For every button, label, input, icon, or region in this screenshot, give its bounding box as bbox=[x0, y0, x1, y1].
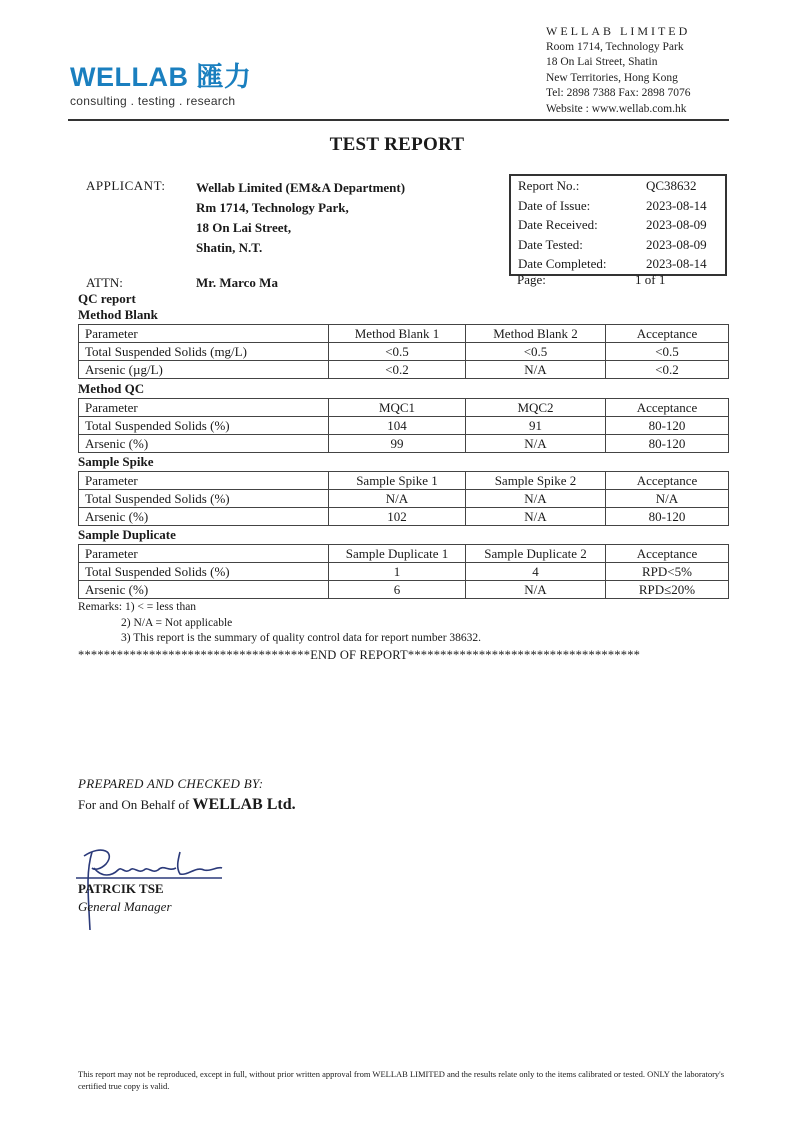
table-cell: 6 bbox=[329, 581, 466, 599]
table-row bbox=[79, 435, 729, 453]
table-cell: Arsenic (µg/L) bbox=[79, 361, 329, 379]
table-row bbox=[79, 563, 729, 581]
table-row bbox=[79, 490, 729, 508]
section-title-method-blank: Method Blank bbox=[78, 307, 158, 322]
column-header: Method Blank 2 bbox=[466, 325, 606, 343]
report-info-value: 2023-08-09 bbox=[646, 217, 707, 232]
company-website: Website : www.wellab.com.hk bbox=[546, 102, 687, 115]
company-address-block bbox=[546, 24, 691, 117]
column-header: Sample Spike 2 bbox=[466, 472, 606, 490]
remarks-block bbox=[78, 600, 481, 647]
signer-name: PATRCIK TSE bbox=[78, 881, 164, 896]
page-number: 1 of 1 bbox=[635, 272, 666, 287]
table-cell: 80-120 bbox=[606, 417, 729, 435]
table-cell: Total Suspended Solids (%) bbox=[79, 563, 329, 581]
column-header: Sample Duplicate 2 bbox=[466, 545, 606, 563]
table-row bbox=[79, 581, 729, 599]
column-header: Parameter bbox=[79, 472, 329, 490]
report-info-key: Date Completed: bbox=[518, 256, 607, 271]
table-cell: <0.5 bbox=[606, 343, 729, 361]
column-header: Acceptance bbox=[606, 325, 729, 343]
qc-report-label: QC report bbox=[78, 291, 136, 306]
table-cell: N/A bbox=[606, 490, 729, 508]
column-header: Parameter bbox=[79, 399, 329, 417]
section-title-sample-duplicate: Sample Duplicate bbox=[78, 527, 176, 542]
table-header-row bbox=[79, 472, 729, 490]
report-info-row bbox=[511, 254, 725, 274]
report-info-value: 2023-08-14 bbox=[646, 256, 707, 271]
table-cell: 91 bbox=[466, 417, 606, 435]
report-info-value: 2023-08-09 bbox=[646, 236, 707, 252]
remark-line: Remarks: 1) < = less than bbox=[78, 601, 197, 613]
column-header: Acceptance bbox=[606, 399, 729, 417]
applicant-line: Rm 1714, Technology Park, bbox=[196, 200, 349, 215]
on-behalf-company: WELLAB Ltd. bbox=[192, 796, 296, 813]
page-indicator bbox=[517, 272, 727, 288]
company-address-line: New Territories, Hong Kong bbox=[546, 71, 678, 84]
section-title-method-qc: Method QC bbox=[78, 381, 145, 396]
table-header-row bbox=[79, 399, 729, 417]
table-cell: Arsenic (%) bbox=[79, 508, 329, 526]
column-header: MQC2 bbox=[466, 399, 606, 417]
applicant-line: Shatin, N.T. bbox=[196, 240, 263, 255]
company-logo bbox=[70, 62, 251, 108]
table-method-qc bbox=[78, 398, 729, 453]
column-header: Sample Spike 1 bbox=[329, 472, 466, 490]
table-cell: N/A bbox=[466, 435, 606, 453]
page-label: Page: bbox=[517, 272, 546, 287]
report-info-box bbox=[509, 174, 727, 276]
report-info-key: Date Tested: bbox=[518, 236, 583, 252]
remark-line: 3) This report is the summary of quality control data for report number 38632. bbox=[121, 632, 482, 644]
table-cell: <0.5 bbox=[466, 343, 606, 361]
table-cell: N/A bbox=[329, 490, 466, 508]
table-cell: <0.5 bbox=[329, 343, 466, 361]
attn-label: ATTN: bbox=[86, 275, 123, 290]
end-of-report-line: ************************************END OF REPORT************************************ bbox=[78, 648, 641, 662]
table-cell: RPD≤20% bbox=[606, 581, 729, 599]
table-cell: 80-120 bbox=[606, 435, 729, 453]
applicant-line: Wellab Limited (EM&A Department) bbox=[196, 180, 406, 195]
column-header: MQC1 bbox=[329, 399, 466, 417]
report-info-row bbox=[511, 235, 725, 255]
company-name: WELLAB LIMITED bbox=[546, 24, 691, 38]
table-row bbox=[79, 361, 729, 379]
table-cell: Arsenic (%) bbox=[79, 435, 329, 453]
table-row bbox=[79, 508, 729, 526]
header-divider bbox=[68, 119, 729, 121]
company-address-line: 18 On Lai Street, Shatin bbox=[546, 56, 658, 68]
applicant-line: 18 On Lai Street, bbox=[196, 220, 292, 235]
attn-name: Mr. Marco Ma bbox=[196, 275, 278, 290]
table-cell: 80-120 bbox=[606, 508, 729, 526]
table-cell: RPD<5% bbox=[606, 563, 729, 581]
section-title-sample-spike: Sample Spike bbox=[78, 454, 154, 469]
table-cell: 1 bbox=[329, 563, 466, 581]
table-cell: N/A bbox=[466, 508, 606, 526]
column-header: Acceptance bbox=[606, 545, 729, 563]
table-sample-duplicate bbox=[78, 544, 729, 599]
table-sample-spike bbox=[78, 471, 729, 526]
column-header: Acceptance bbox=[606, 472, 729, 490]
table-row bbox=[79, 417, 729, 435]
table-method-blank bbox=[78, 324, 729, 379]
table-cell: 99 bbox=[329, 435, 466, 453]
table-cell: Arsenic (%) bbox=[79, 581, 329, 599]
logo-text: WELLAB 匯力 bbox=[70, 62, 252, 92]
column-header: Method Blank 1 bbox=[329, 325, 466, 343]
remark-line: 2) N/A = Not applicable bbox=[121, 616, 233, 629]
table-cell: N/A bbox=[466, 490, 606, 508]
table-cell: <0.2 bbox=[329, 361, 466, 379]
applicant-address bbox=[196, 178, 405, 258]
table-cell: 102 bbox=[329, 508, 466, 526]
table-cell: Total Suspended Solids (%) bbox=[79, 417, 329, 435]
table-header-row bbox=[79, 325, 729, 343]
footer-disclaimer: This report may not be reproduced, except in full, without prior written approval from WELLAB LIMITED and the results relate only to the items calibrated or tested. ONLY the laboratory's certified true copy is valid. bbox=[78, 1069, 725, 1091]
report-info-row bbox=[511, 196, 725, 216]
report-info-key: Report No.: bbox=[518, 178, 580, 193]
table-cell: 104 bbox=[329, 417, 466, 435]
report-info-key: Date of Issue: bbox=[518, 197, 591, 213]
prepared-by-label: PREPARED AND CHECKED BY: bbox=[78, 776, 264, 791]
column-header: Parameter bbox=[79, 545, 329, 563]
table-cell: Total Suspended Solids (mg/L) bbox=[79, 343, 329, 361]
column-header: Sample Duplicate 1 bbox=[329, 545, 466, 563]
table-cell: 4 bbox=[466, 563, 606, 581]
report-info-row bbox=[511, 176, 725, 196]
company-phone: Tel: 2898 7388 Fax: 2898 7076 bbox=[546, 87, 691, 99]
report-info-value: 2023-08-14 bbox=[646, 197, 707, 213]
report-info-key: Date Received: bbox=[518, 217, 598, 232]
on-behalf-prefix: For and On Behalf of bbox=[78, 797, 193, 812]
table-cell: N/A bbox=[466, 361, 606, 379]
table-cell: N/A bbox=[466, 581, 606, 599]
applicant-label: APPLICANT: bbox=[86, 178, 166, 193]
table-cell: <0.2 bbox=[606, 361, 729, 379]
table-cell: Total Suspended Solids (%) bbox=[79, 490, 329, 508]
company-address-line: Room 1714, Technology Park bbox=[546, 40, 684, 53]
signer-title: General Manager bbox=[78, 899, 172, 914]
report-info-row bbox=[511, 215, 725, 235]
report-info-value: QC38632 bbox=[646, 178, 697, 193]
table-header-row bbox=[79, 545, 729, 563]
logo-tagline: consulting . testing . research bbox=[70, 94, 236, 108]
table-row bbox=[79, 343, 729, 361]
column-header: Parameter bbox=[79, 325, 329, 343]
document-title: TEST REPORT bbox=[329, 134, 465, 155]
on-behalf-line bbox=[78, 796, 296, 814]
